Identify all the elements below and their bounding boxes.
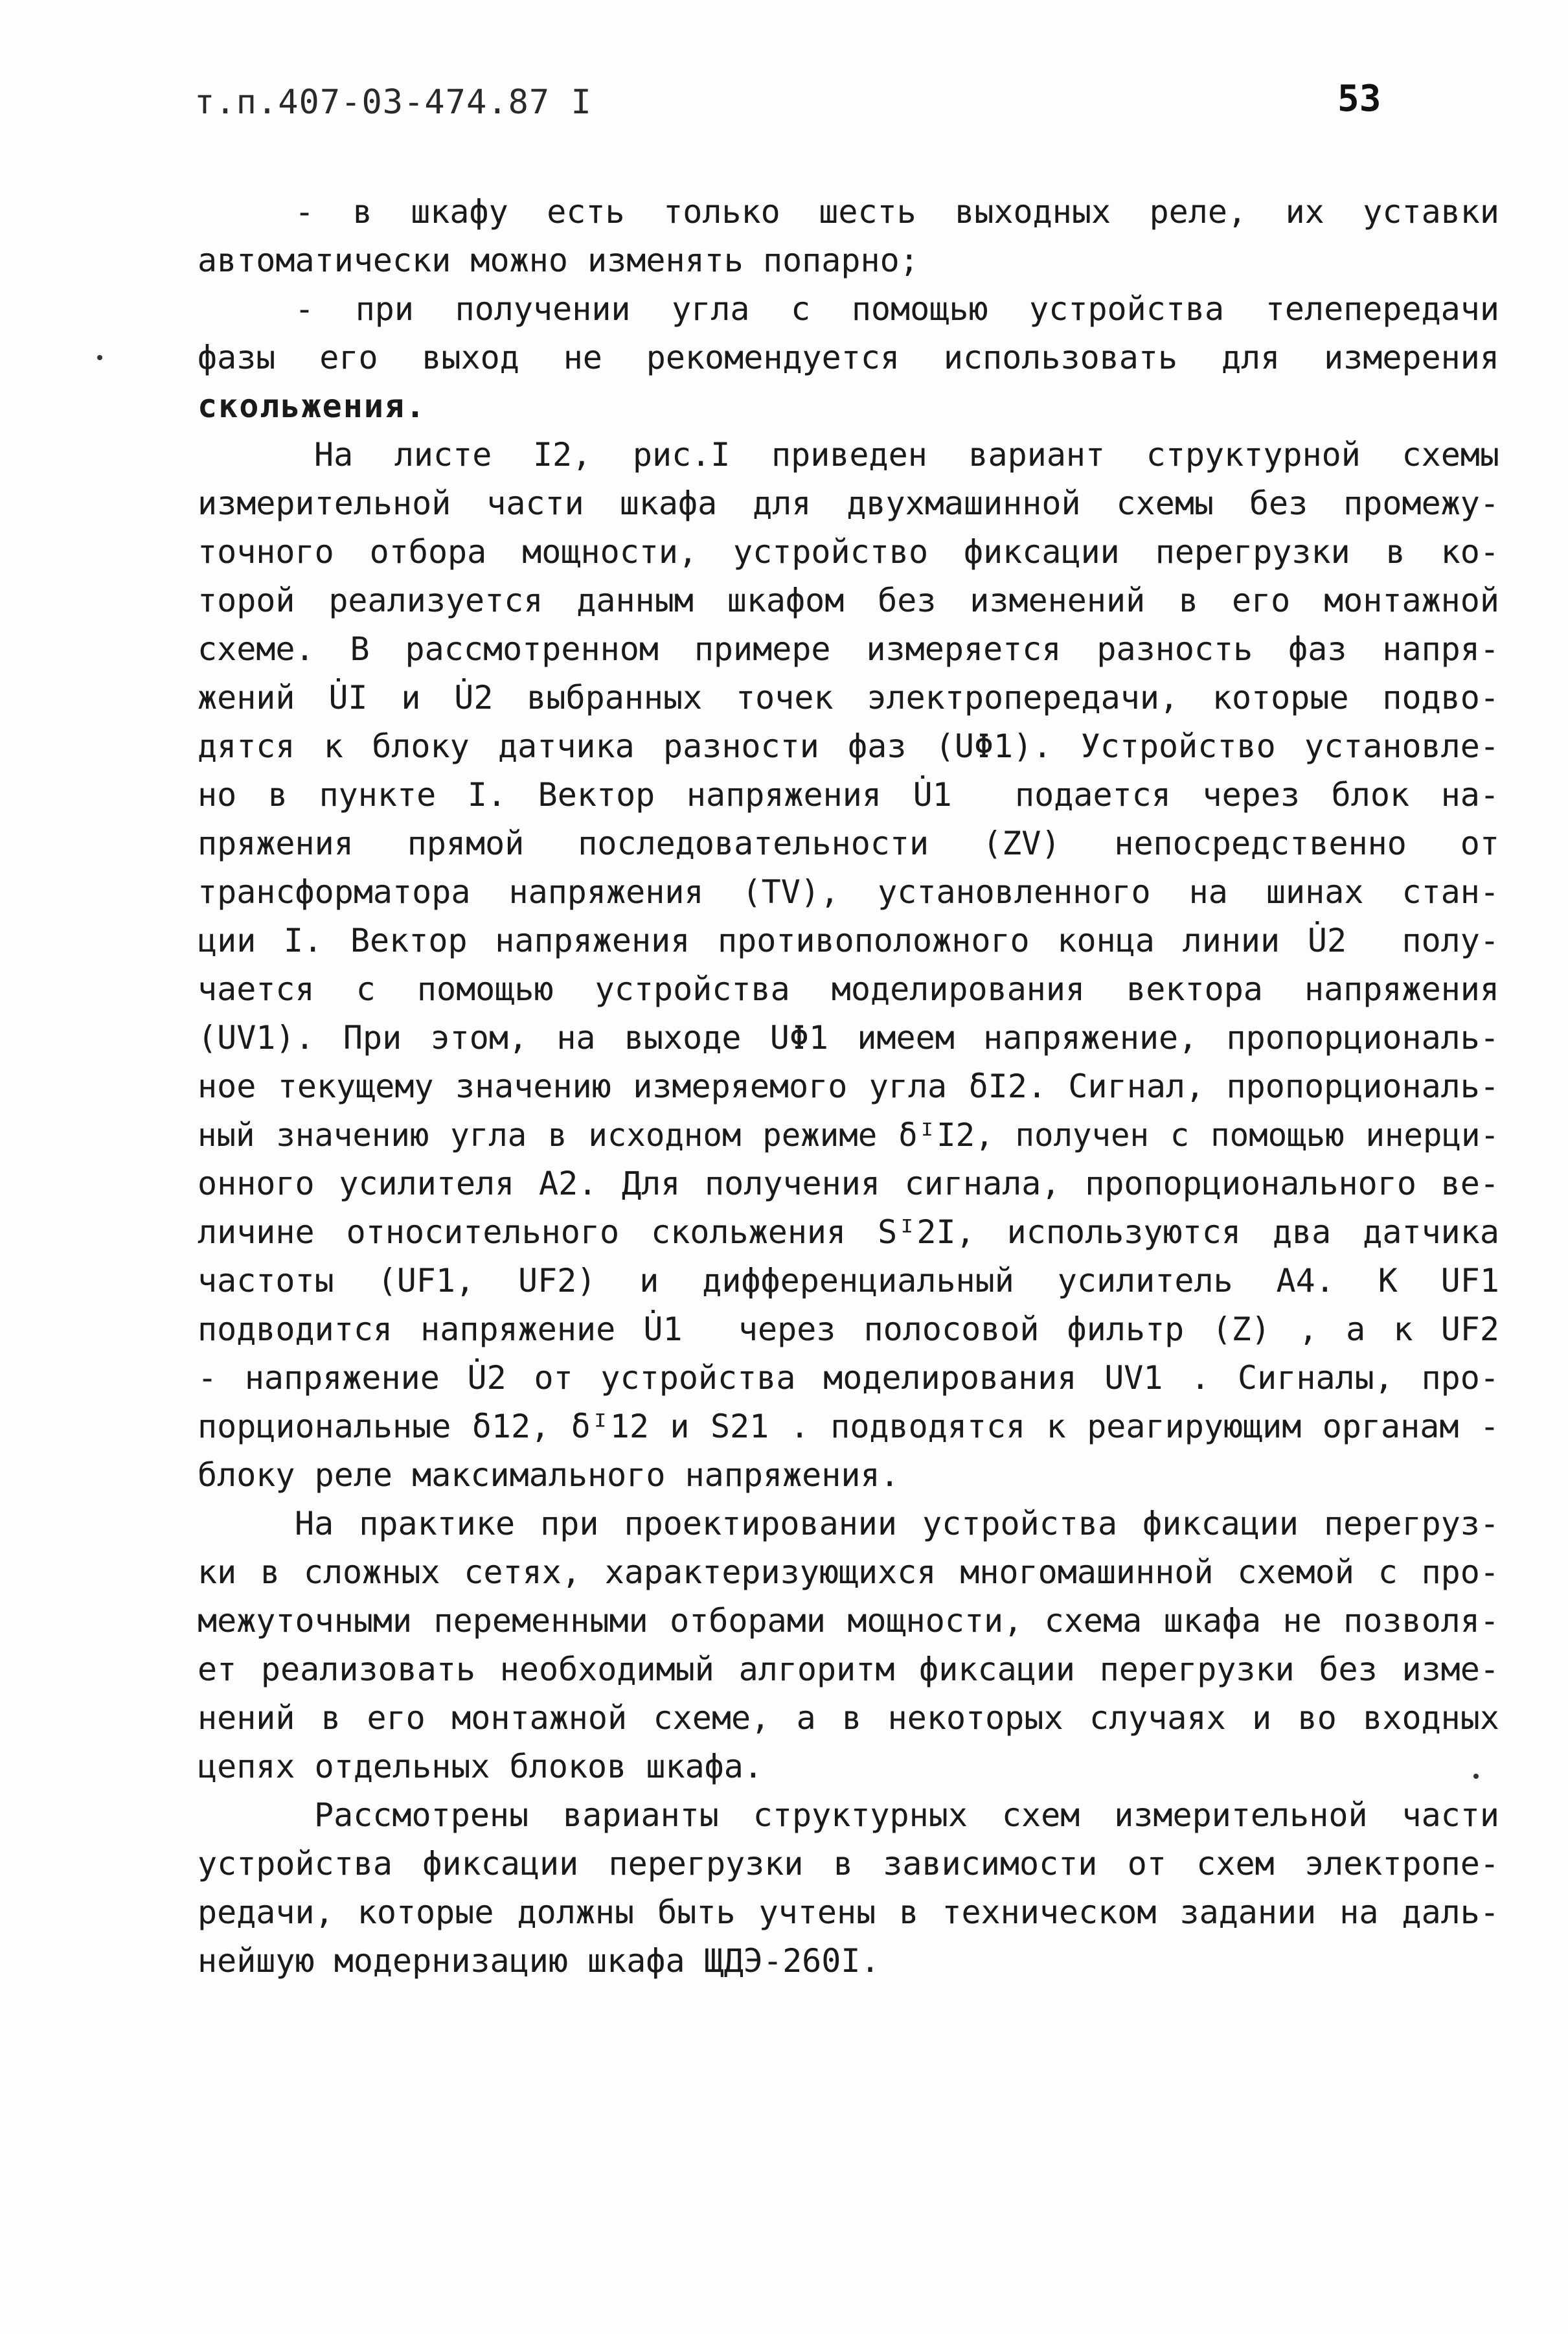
text-line: автоматически можно изменять попарно; [198, 242, 919, 279]
text-line: пряжения прямой последовательности (ZV) непосредственно от [198, 825, 1499, 862]
text-line: ный значению угла в исходном режиме δᴵI2, получен с помощью инерци- [198, 1117, 1499, 1154]
text-line: онного усилителя А2. Для получения сигнала, пропорционального ве- [198, 1165, 1499, 1202]
text-line: частоты (UF1, UF2) и дифференциальный усилитель А4. К UF1 [198, 1262, 1499, 1299]
text-line: фазы его выход не рекомендуется использовать для измерения [198, 339, 1499, 376]
text-line: цепях отдельных блоков шкафа. [198, 1748, 763, 1785]
text-line: - напряжение U̇2 от устройства моделирования UV1 . Сигналы, про- [198, 1359, 1499, 1397]
text-line: блоку реле максимального напряжения. [198, 1456, 900, 1494]
document-body [198, 188, 1499, 1985]
text-line: На листе I2, рис.I приведен вариант структурной схемы [314, 436, 1499, 474]
text-line: ки в сложных сетях, характеризующихся многомашинной схемой с про- [198, 1553, 1499, 1591]
text-line: измерительной части шкафа для двухмашинной схемы без промежу- [198, 485, 1499, 522]
text-line: ет реализовать необходимый алгоритм фиксации перегрузки без изме- [198, 1651, 1499, 1688]
text-line: ции I. Вектор напряжения противоположного конца линии U̇2 полу- [198, 922, 1499, 959]
document-code: т.п.407-03-474.87 I [194, 83, 592, 122]
text-line: Рассмотрены варианты структурных схем измерительной части [314, 1796, 1499, 1834]
margin-mark [97, 355, 102, 360]
margin-mark [1473, 1774, 1479, 1779]
text-line: трансформатора напряжения (TV), установленного на шинах стан- [198, 873, 1499, 911]
text-line: устройства фиксации перегрузки в зависимости от схем электропе- [198, 1845, 1499, 1882]
text-line: дятся к блоку датчика разности фаз (UΦ1). Устройство установле- [198, 727, 1499, 765]
text-line: (UV1). При этом, на выходе UΦ1 имеем напряжение, пропорциональ- [198, 1019, 1499, 1057]
text-line: межуточными переменными отборами мощности, схема шкафа не позволя- [198, 1602, 1499, 1640]
text-line: - в шкафу есть только шесть выходных реле, их уставки [295, 193, 1499, 231]
text-line: но в пункте I. Вектор напряжения U̇1 подается через блок на- [198, 776, 1499, 814]
text-line: торой реализуется данным шкафом без изменений в его монтажной [198, 582, 1499, 619]
text-line: - при получении угла с помощью устройства телепередачи [295, 290, 1499, 328]
page-number: 53 [1337, 78, 1381, 120]
text-line: порциональные δ12, δᴵ12 и S21 . подводятся к реагирующим органам - [198, 1408, 1499, 1445]
text-line: скольжения. [198, 387, 427, 425]
text-line: схеме. В рассмотренном примере измеряется разность фаз напря- [198, 630, 1499, 668]
text-line: нейшую модернизацию шкафа ЩДЭ-260I. [198, 1942, 880, 1980]
text-line: личине относительного скольжения Sᴵ2I, используются два датчика [198, 1213, 1499, 1251]
text-line: точного отбора мощности, устройство фиксации перегрузки в ко- [198, 533, 1499, 571]
text-line: подводится напряжение U̇1 через полосовой фильтр (Z) , а к UF2 [198, 1310, 1499, 1348]
text-line: жений U̇I и U̇2 выбранных точек электропередачи, которые подво- [198, 679, 1499, 716]
text-line: ное текущему значению измеряемого угла δI2. Сигнал, пропорциональ- [198, 1068, 1499, 1105]
text-line: редачи, которые должны быть учтены в техническом задании на даль- [198, 1894, 1499, 1931]
text-line: чается с помощью устройства моделирования вектора напряжения [198, 970, 1499, 1008]
text-line: На практике при проектировании устройства фиксации перегруз- [295, 1505, 1499, 1542]
text-line: нений в его монтажной схеме, а в некоторых случаях и во входных [198, 1699, 1499, 1737]
